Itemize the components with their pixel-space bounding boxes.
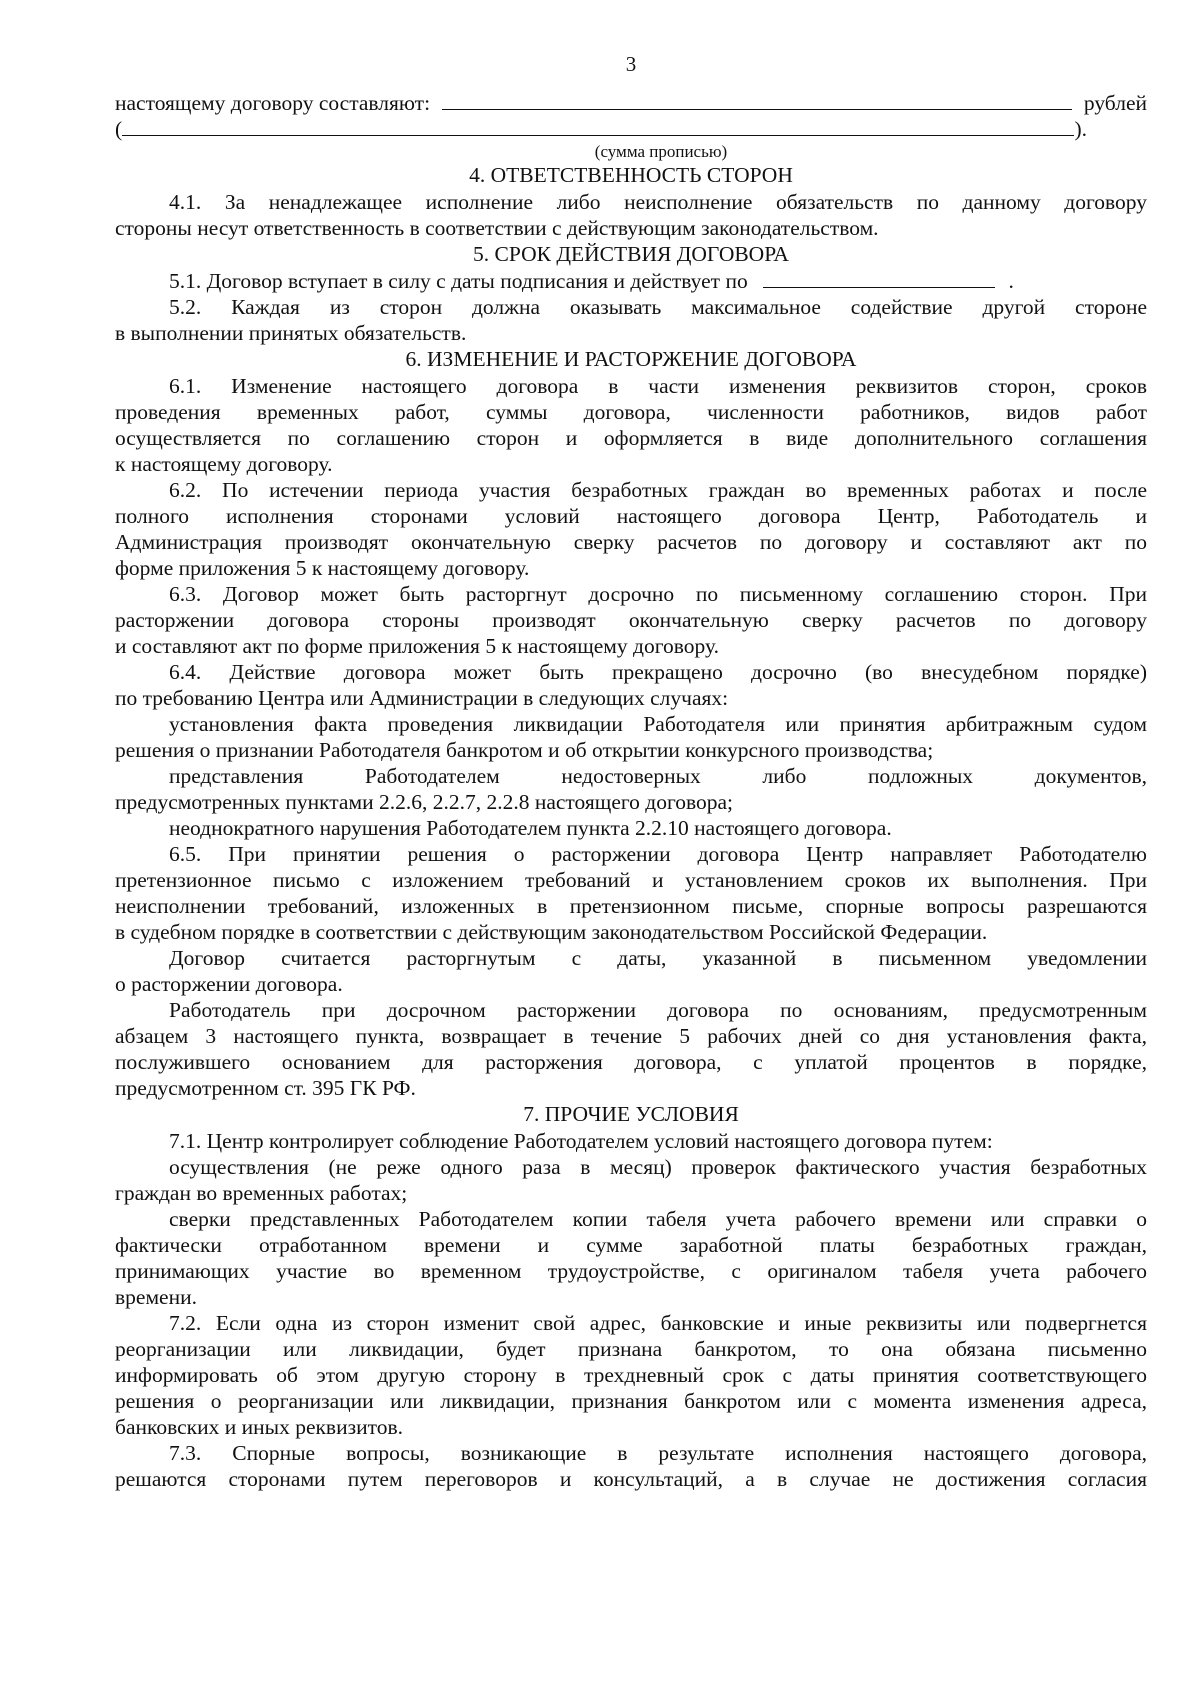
text-line: в судебном порядке в соответствии с действующим законодательством Российской Федерации. (115, 920, 988, 944)
text-line: расторжении договора стороны производят окончательную сверку расчетов по договору (115, 608, 1147, 632)
amount-blank (442, 91, 1072, 110)
text-line: и составляют акт по форме приложения 5 к настоящему договору. (115, 634, 719, 658)
section-4-title: 4. ОТВЕТСТВЕННОСТЬ СТОРОН (469, 163, 793, 187)
text-line: форме приложения 5 к настоящему договору. (115, 556, 530, 580)
clause-5-1-end: . (1008, 269, 1014, 293)
text-line: о расторжении договора. (115, 972, 343, 996)
text-line: принимающих участие во временном трудоустройстве, с оригиналом табеля учета рабочего (115, 1259, 1147, 1283)
clause-6-4-item-2 (115, 763, 1147, 815)
text-line: проведения временных работ, суммы договора, численности работников, видов работ (115, 400, 1147, 424)
text-line: послужившего основанием для расторжения договора, с уплатой процентов в порядке, (115, 1050, 1147, 1074)
text-line: претензионное письмо с изложением требований и установлением сроков их выполнения. При (115, 868, 1147, 892)
section-7-title: 7. ПРОЧИЕ УСЛОВИЯ (523, 1102, 739, 1126)
open-paren: ( (115, 117, 123, 141)
text-line: фактически отработанном времени и сумме заработной платы безработных граждан, (115, 1233, 1147, 1257)
text-line: предусмотренном ст. 395 ГК РФ. (115, 1076, 416, 1100)
text-line: 6.2. По истечении периода участия безработных граждан во временных работах и после (169, 478, 1147, 502)
text-line: неоднократного нарушения Работодателем пункта 2.2.10 настоящего договора. (169, 816, 892, 840)
section-5-title: 5. СРОК ДЕЙСТВИЯ ДОГОВОРА (473, 242, 789, 266)
text-line: 7.1. Центр контролирует соблюдение Работодателем условий настоящего договора путем: (169, 1129, 993, 1153)
text-line: 6.1. Изменение настоящего договора в части изменения реквизитов сторон, сроков (169, 374, 1147, 398)
text-line: неисполнении требований, изложенных в претензионном письме, спорные вопросы разрешаются (115, 894, 1147, 918)
clause-6-2 (115, 477, 1147, 581)
text-line: решения о реорганизации или ликвидации, признания банкротом или с момента изменения адреса, (115, 1389, 1147, 1413)
text-line: 6.3. Договор может быть расторгнут досрочно по письменному соглашению сторон. При (169, 582, 1147, 606)
text-line: решения о признании Работодателя банкротом и об открытии конкурсного производства; (115, 738, 934, 762)
section-6-title: 6. ИЗМЕНЕНИЕ И РАСТОРЖЕНИЕ ДОГОВОРА (405, 347, 857, 371)
text-line: банковских и иных реквизитов. (115, 1415, 403, 1439)
section-4-paragraph (115, 189, 1147, 241)
clause-5-1-text: 5.1. Договор вступает в силу с даты подписания и действует по (169, 269, 748, 293)
clause-6-1 (115, 373, 1147, 477)
text-line: осуществления (не реже одного раза в месяц) проверок фактического участия безработных (169, 1155, 1147, 1179)
clause-7-1-item-2 (115, 1206, 1147, 1310)
text-line: абзацем 3 настоящего пункта, возвращает в течение 5 рабочих дней со дня установления факта, (115, 1024, 1147, 1048)
clause-7-1-item-1 (115, 1154, 1147, 1206)
text-line: стороны несут ответственность в соответствии с действующим законодательством. (115, 216, 879, 240)
text-line: к настоящему договору. (115, 452, 333, 476)
text-line: граждан во временных работах; (115, 1181, 408, 1205)
clause-6-4 (115, 659, 1147, 711)
amount-prefix: настоящему договору составляют: (115, 91, 431, 115)
clause-6-5 (115, 841, 1147, 945)
text-line: осуществляется по соглашению сторон и оформляется в виде дополнительного соглашения (115, 426, 1147, 450)
text-line: решаются сторонами путем переговоров и консультаций, а в случае не достижения согласия (115, 1467, 1147, 1491)
text-line: реорганизации или ликвидации, будет признана банкротом, то она обязана письменно (115, 1337, 1147, 1361)
text-line: Договор считается расторгнутым с даты, указанной в письменном уведомлении (169, 946, 1147, 970)
clause-5-1 (115, 268, 1147, 294)
clause-7-1 (115, 1128, 1147, 1154)
amount-row (115, 90, 1147, 116)
amount-note: (сумма прописью) (594, 142, 728, 161)
clause-5-2 (115, 294, 1147, 346)
close-paren: ). (1074, 117, 1087, 141)
text-line: установления факта проведения ликвидации Работодателя или принятия арбитражным судом (169, 712, 1147, 736)
clause-7-2 (115, 1310, 1147, 1440)
text-line: полного исполнения сторонами условий настоящего договора Центр, Работодатель и (115, 504, 1147, 528)
text-line: информировать об этом другую сторону в трехдневный срок с даты принятия соответствующего (115, 1363, 1147, 1387)
text-line: 6.4. Действие договора может быть прекращено досрочно (во внесудебном порядке) (169, 660, 1147, 684)
document-page (115, 50, 1147, 1492)
amount-words-blank (122, 117, 1074, 136)
text-line: по требованию Центра или Администрации в следующих случаях: (115, 686, 729, 710)
clause-6-5-refund (115, 997, 1147, 1101)
clause-6-4-item-1 (115, 711, 1147, 763)
clause-6-3 (115, 581, 1147, 659)
text-line: сверки представленных Работодателем копии табеля учета рабочего времени или справки о (169, 1207, 1147, 1231)
page-number: 3 (625, 52, 637, 76)
text-line: представления Работодателем недостоверных либо подложных документов, (169, 764, 1147, 788)
clause-6-5-termination-date (115, 945, 1147, 997)
text-line: предусмотренных пунктами 2.2.6, 2.2.7, 2.2.8 настоящего договора; (115, 790, 734, 814)
text-line: 4.1. За ненадлежащее исполнение либо неисполнение обязательств по данному договору (169, 190, 1147, 214)
clause-7-3 (115, 1440, 1147, 1492)
amount-words-row (115, 116, 1147, 142)
end-date-blank (763, 269, 995, 288)
text-line: Работодатель при досрочном расторжении договора по основаниям, предусмотренным (169, 998, 1147, 1022)
text-line: 6.5. При принятии решения о расторжении договора Центр направляет Работодателю (169, 842, 1147, 866)
clause-6-4-item-3 (115, 815, 1147, 841)
text-line: Администрация производят окончательную сверку расчетов по договору и составляют акт по (115, 530, 1147, 554)
text-line: 7.3. Спорные вопросы, возникающие в результате исполнения настоящего договора, (169, 1441, 1147, 1465)
text-line: времени. (115, 1285, 197, 1309)
text-line: в выполнении принятых обязательств. (115, 321, 467, 345)
text-line: 7.2. Если одна из сторон изменит свой адрес, банковские и иные реквизиты или подвергнется (169, 1311, 1147, 1335)
text-line: 5.2. Каждая из сторон должна оказывать максимальное содействие другой стороне (169, 295, 1147, 319)
amount-currency: рублей (1083, 91, 1147, 115)
